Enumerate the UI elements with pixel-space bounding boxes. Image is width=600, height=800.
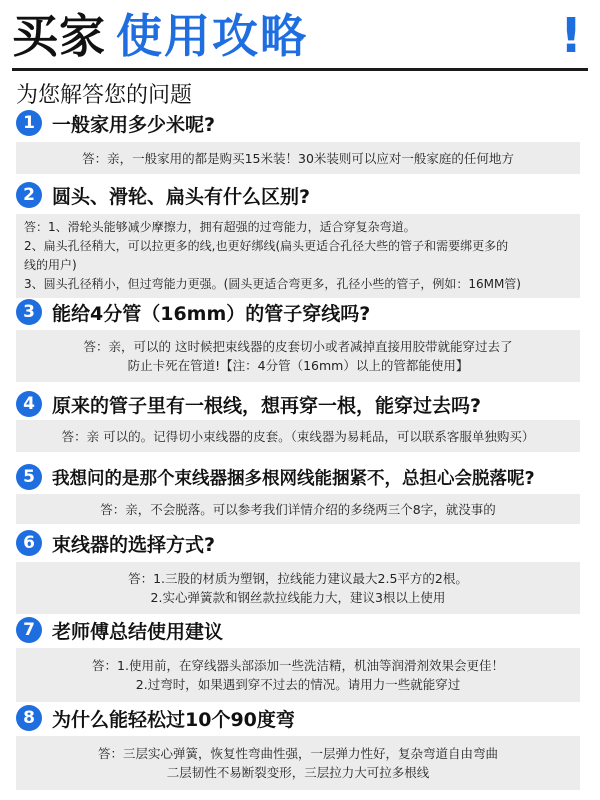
question-text: 老师傅总结使用建议 [52,620,224,643]
answer-box-8 [16,736,580,790]
answer-line: 线的用户) [24,258,77,272]
answer-line: 2.过弯时，如果遇到穿不过去的情况。请用力一些就能穿过 [135,677,461,692]
answer-box-5 [16,494,580,524]
answer-box-2 [16,214,580,298]
answer-line: 2、扁头孔径稍大，可以拉更多的线,也更好绑线(扁头更适合孔径大些的管子和需要绑更多的 [24,239,509,253]
question-row-6 [16,528,215,558]
answer-line: 防止卡死在管道!【注：4分管（16mm）以上的管都能使用】 [127,358,469,373]
number-badge-icon: 1 [16,110,42,136]
exclamation-icon: ! [560,8,582,64]
answer-box-4 [16,420,580,452]
question-row-3 [16,297,370,327]
number-badge-icon: 8 [16,705,42,731]
question-text: 我想问的是那个束线器捆多根网线能捆紧不，总担心会脱落呢? [52,468,535,489]
answer-line: 答：1.三股的材质为塑钢，拉线能力建议最大2.5平方的2根。 [128,571,468,586]
answer-line: 答：亲 可以的。记得切小束线器的皮套。（束线器为易耗品，可以联系客服单独购买） [61,428,535,444]
question-row-8 [16,703,295,733]
answer-box-1 [16,142,580,174]
header-divider [12,68,588,71]
question-text: 一般家用多少米呢? [52,113,216,136]
answer-line: 答：三层实心弹簧，恢复性弯曲性强，一层弹力性好，复杂弯道自由弯曲 [97,746,498,761]
number-badge-icon: 3 [16,299,42,325]
question-row-5 [16,462,535,492]
number-badge-icon: 4 [16,391,42,417]
number-badge-icon: 7 [16,617,42,643]
page-header [0,0,600,80]
title-black: 买家 [12,9,106,63]
question-text: 为什么能轻松过10个90度弯 [52,708,295,731]
question-row-4 [16,389,481,419]
answer-line: 2.实心弹簧款和钢丝款拉线能力大，建议3根以上使用 [150,590,446,605]
number-badge-icon: 6 [16,530,42,556]
answer-line: 二层韧性不易断裂变形，三层拉力大可拉多根线 [166,765,430,780]
question-text: 束线器的选择方式? [52,533,216,556]
answer-box-6 [16,562,580,614]
title-blue: 使用攻略 [116,9,308,63]
answer-line: 3、圆头孔径稍小，但过弯能力更强。(圆头更适合弯更多，孔径小些的管子，例如：16MM管) [24,277,521,291]
answer-line: 答：亲，可以的 这时候把束线器的皮套切小或者减掉直接用胶带就能穿过去了 [83,339,513,354]
number-badge-icon: 5 [16,464,42,490]
number-badge-icon: 2 [16,182,42,208]
question-row-7 [16,615,223,645]
question-text: 圆头、滑轮、扁头有什么区别? [52,185,311,208]
question-row-2 [16,180,310,210]
answer-box-7 [16,648,580,702]
answer-line: 答：亲，不会脱落。可以参考我们详情介绍的多绕两三个8字，就没事的 [100,501,496,517]
answer-line: 答：亲，一般家用的都是购买15米装！30米装则可以应对一般家庭的任何地方 [82,150,514,166]
question-row-1 [16,108,215,138]
page-subtitle: 为您解答您的问题 [16,83,193,108]
question-text: 能给4分管（16mm）的管子穿线吗? [52,302,371,325]
question-text: 原来的管子里有一根线，想再穿一根，能穿过去吗? [52,394,482,417]
answer-line: 答：1.使用前，在穿线器头部添加一些洗洁精，机油等润滑剂效果会更佳！ [92,658,504,673]
answer-box-3 [16,330,580,382]
answer-line: 答：1、滑轮头能够减少摩擦力，拥有超强的过弯能力，适合穿复杂弯道。 [24,220,416,234]
